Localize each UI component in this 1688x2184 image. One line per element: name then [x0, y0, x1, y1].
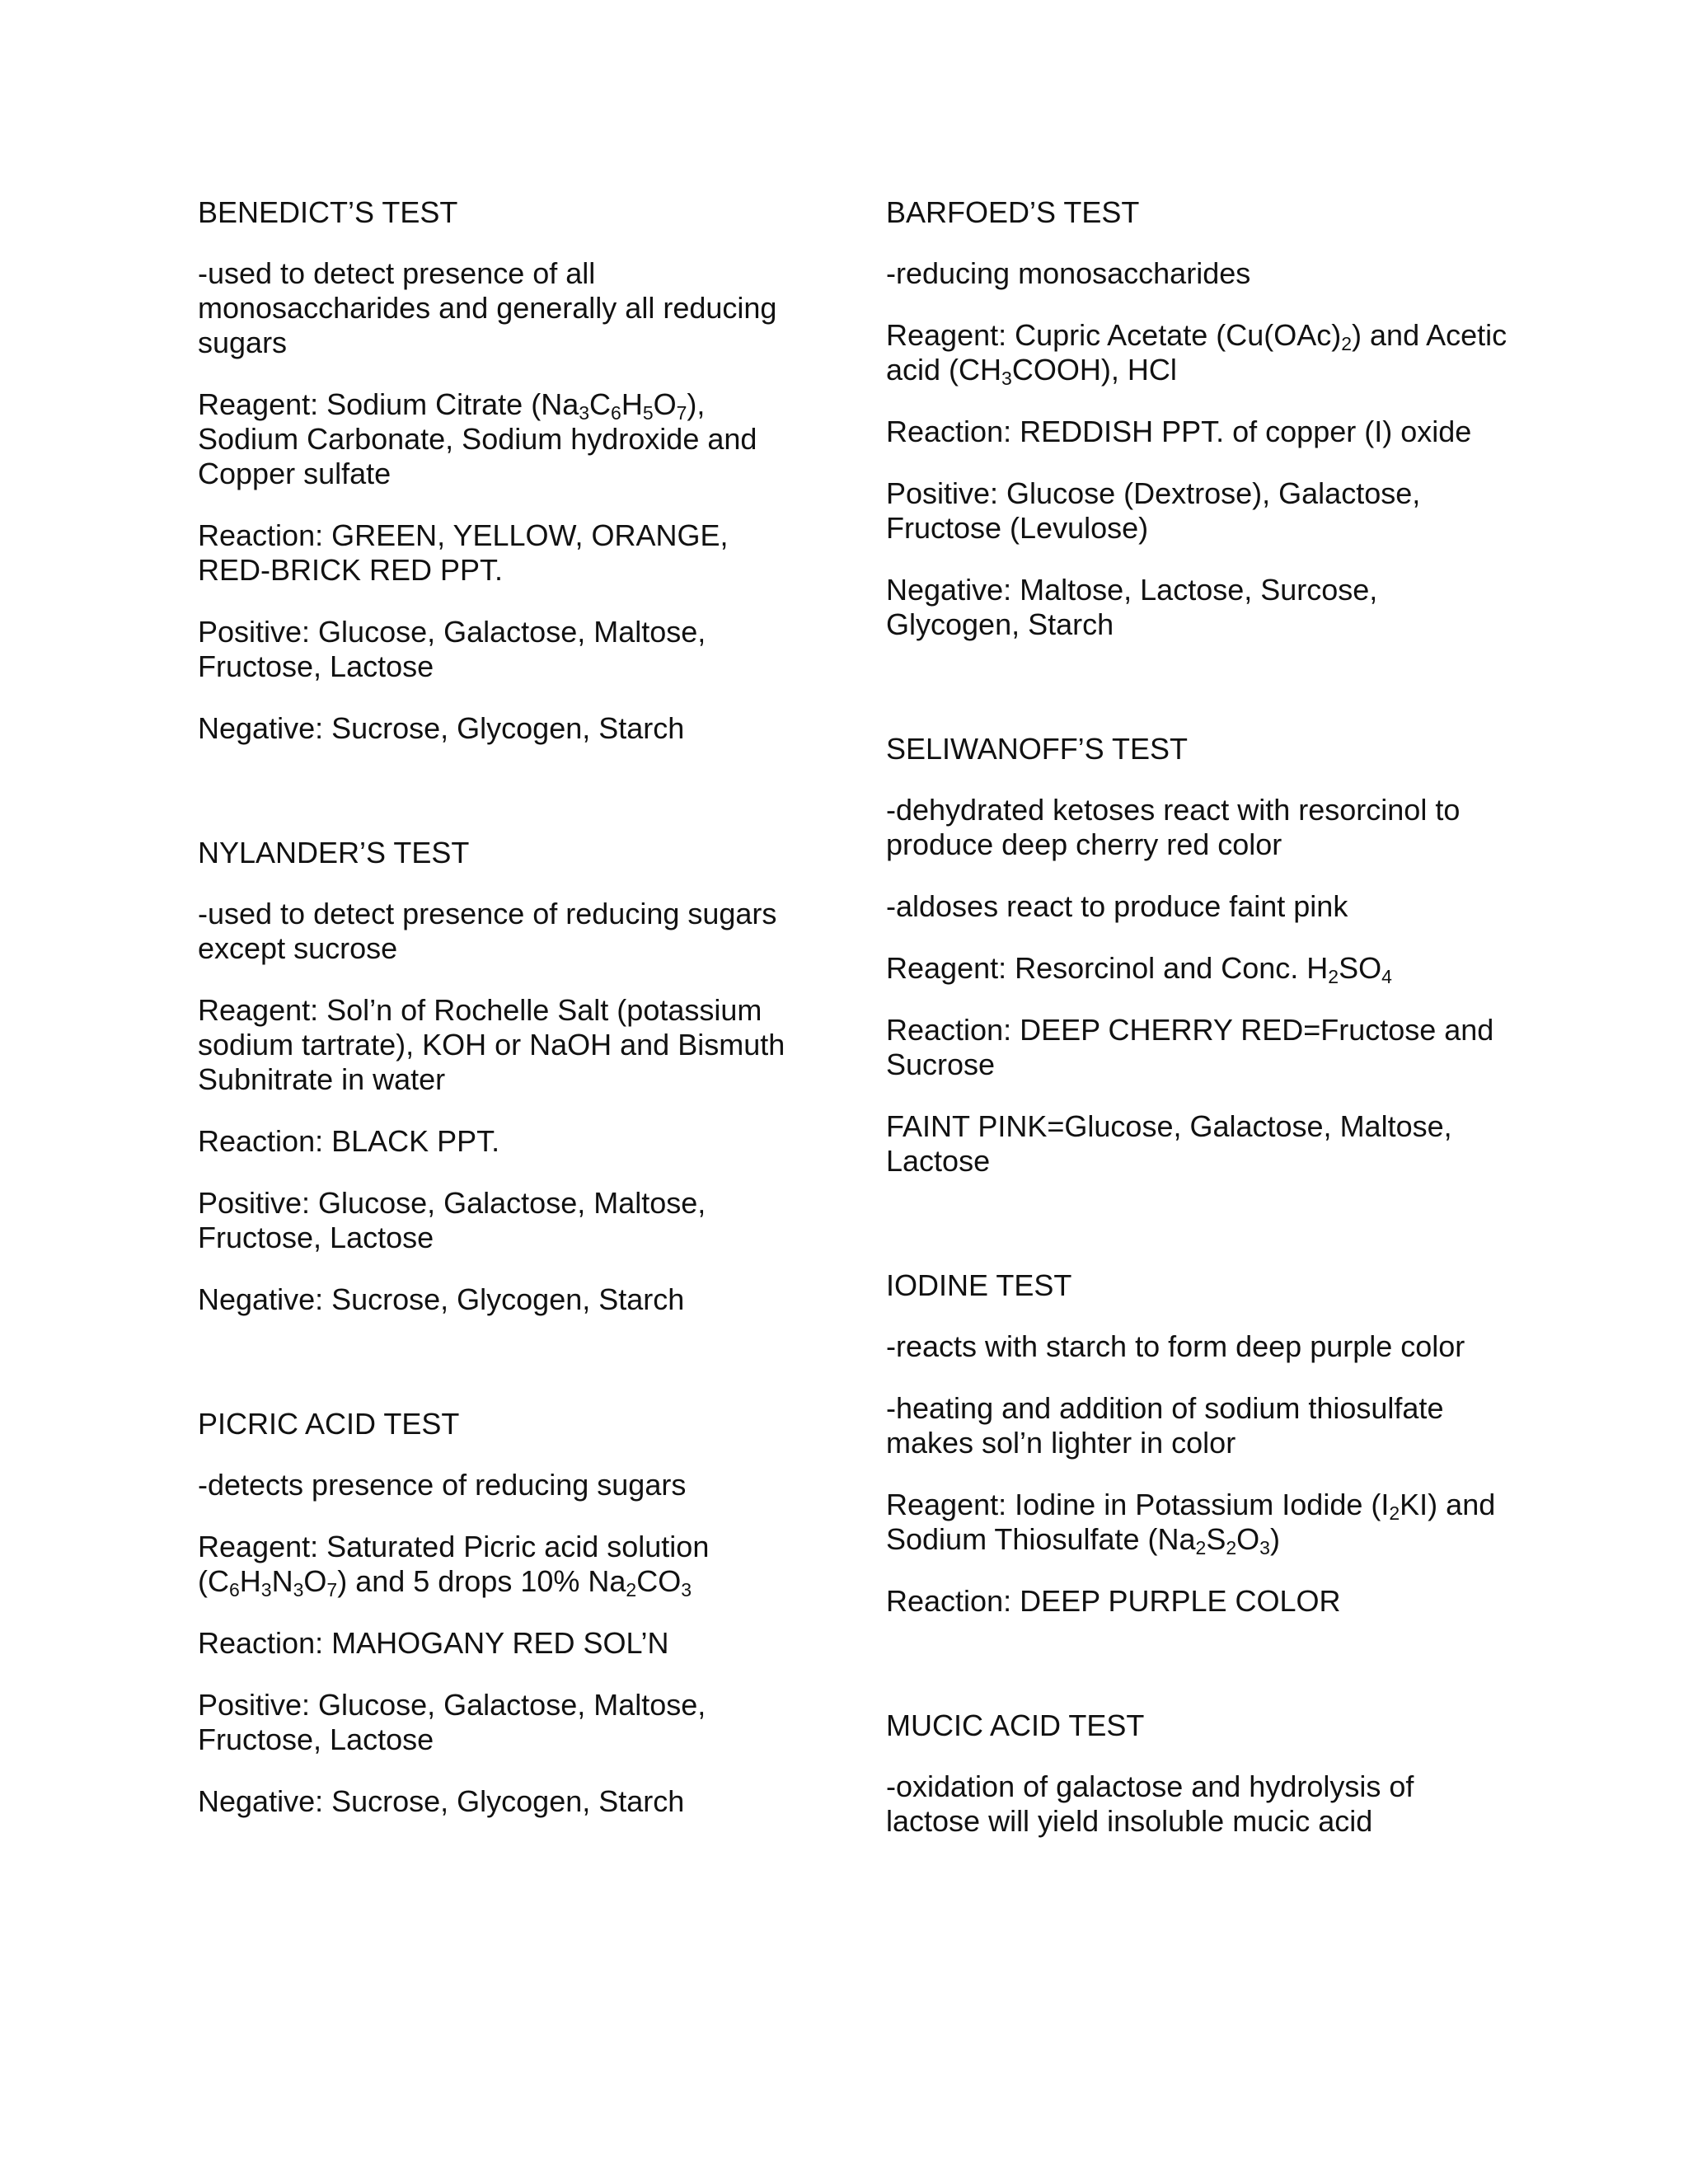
reagent: Reagent: Resorcinol and Conc. $H_2SO_4$: [886, 951, 1392, 987]
positive: Positive: Glucose (Dextrose), Galactose, Fructose (Levulose): [886, 476, 1421, 545]
faint-pink: FAINT PINK=Glucose, Galactose, Maltose, Lactose: [886, 1109, 1452, 1178]
nylander-section: [198, 836, 808, 1317]
description: -aldoses react to produce faint pink: [886, 889, 1348, 923]
negative: Negative: Sucrose, Glycogen, Starch: [198, 1784, 685, 1818]
section-heading: SELIWANOFF’S TEST: [886, 732, 1189, 766]
section-heading: BARFOED’S TEST: [886, 195, 1140, 229]
section-heading: NYLANDER’S TEST: [198, 836, 470, 869]
barfoed-section: [886, 195, 1512, 642]
description: -heating and addition of sodium thiosulfate makes sol’n lighter in color: [886, 1391, 1444, 1460]
section-heading: MUCIC ACID TEST: [886, 1708, 1145, 1742]
reagent: Reagent: Saturated Picric acid solution $(C_6H_3N_3O_7)$ and 5 drops 10% $Na_2CO_3$: [198, 1530, 710, 1601]
negative: Negative: Sucrose, Glycogen, Starch: [198, 1282, 685, 1316]
benedict-section: [198, 195, 808, 746]
description: -used to detect presence of reducing sugars except sucrose: [198, 897, 777, 965]
iodine-section: [886, 1268, 1512, 1619]
description: -detects presence of reducing sugars: [198, 1468, 687, 1502]
left-column: [198, 195, 808, 1846]
negative: Negative: Sucrose, Glycogen, Starch: [198, 711, 685, 745]
seliwanoff-section: [886, 732, 1512, 1179]
reagent: Reagent: Sodium Citrate $(Na_3C_6H_5O_7)$, Sodium Carbonate, Sodium hydroxide and Copper sulfate: [198, 387, 757, 490]
reagent: Reagent: Sol’n of Rochelle Salt (potassium sodium tartrate), KOH or NaOH and Bismuth Subnitrate in water: [198, 993, 785, 1096]
right-column: [886, 195, 1512, 1866]
negative: Negative: Maltose, Lactose, Surcose, Glycogen, Starch: [886, 573, 1378, 641]
section-heading: PICRIC ACID TEST: [198, 1407, 460, 1441]
positive: Positive: Glucose, Galactose, Maltose, Fructose, Lactose: [198, 615, 706, 683]
picric-section: [198, 1407, 808, 1819]
description: -used to detect presence of all monosaccharides and generally all reducing sugars: [198, 256, 777, 359]
reagent: Reagent: Iodine in Potassium Iodide $(I_2KI)$ and Sodium Thiosulfate $(Na_2S_2O_3)$: [886, 1488, 1496, 1558]
positive: Positive: Glucose, Galactose, Maltose, Fructose, Lactose: [198, 1186, 706, 1254]
reaction: Reaction: MAHOGANY RED SOL’N: [198, 1626, 669, 1660]
description: -oxidation of galactose and hydrolysis of lactose will yield insoluble mucic acid: [886, 1769, 1414, 1838]
reagent: Reagent: Cupric Acetate $(Cu(OAc)_2)$ and Acetic acid $(CH_3COOH)$, HCl: [886, 318, 1507, 389]
description: -reacts with starch to form deep purple color: [886, 1329, 1465, 1363]
reaction: Reaction: GREEN, YELLOW, ORANGE, RED-BRICK RED PPT.: [198, 518, 729, 587]
description: -reducing monosaccharides: [886, 256, 1251, 290]
description: -dehydrated ketoses react with resorcinol to produce deep cherry red color: [886, 793, 1461, 861]
reaction: Reaction: DEEP PURPLE COLOR: [886, 1584, 1341, 1618]
reaction: Reaction: BLACK PPT.: [198, 1124, 500, 1158]
positive: Positive: Glucose, Galactose, Maltose, Fructose, Lactose: [198, 1688, 706, 1756]
reaction: Reaction: REDDISH PPT. of copper (I) oxide: [886, 415, 1472, 448]
section-heading: IODINE TEST: [886, 1268, 1072, 1302]
section-heading: BENEDICT’S TEST: [198, 195, 458, 229]
reaction: Reaction: DEEP CHERRY RED=Fructose and Sucrose: [886, 1013, 1494, 1081]
mucic-section: [886, 1708, 1512, 1839]
